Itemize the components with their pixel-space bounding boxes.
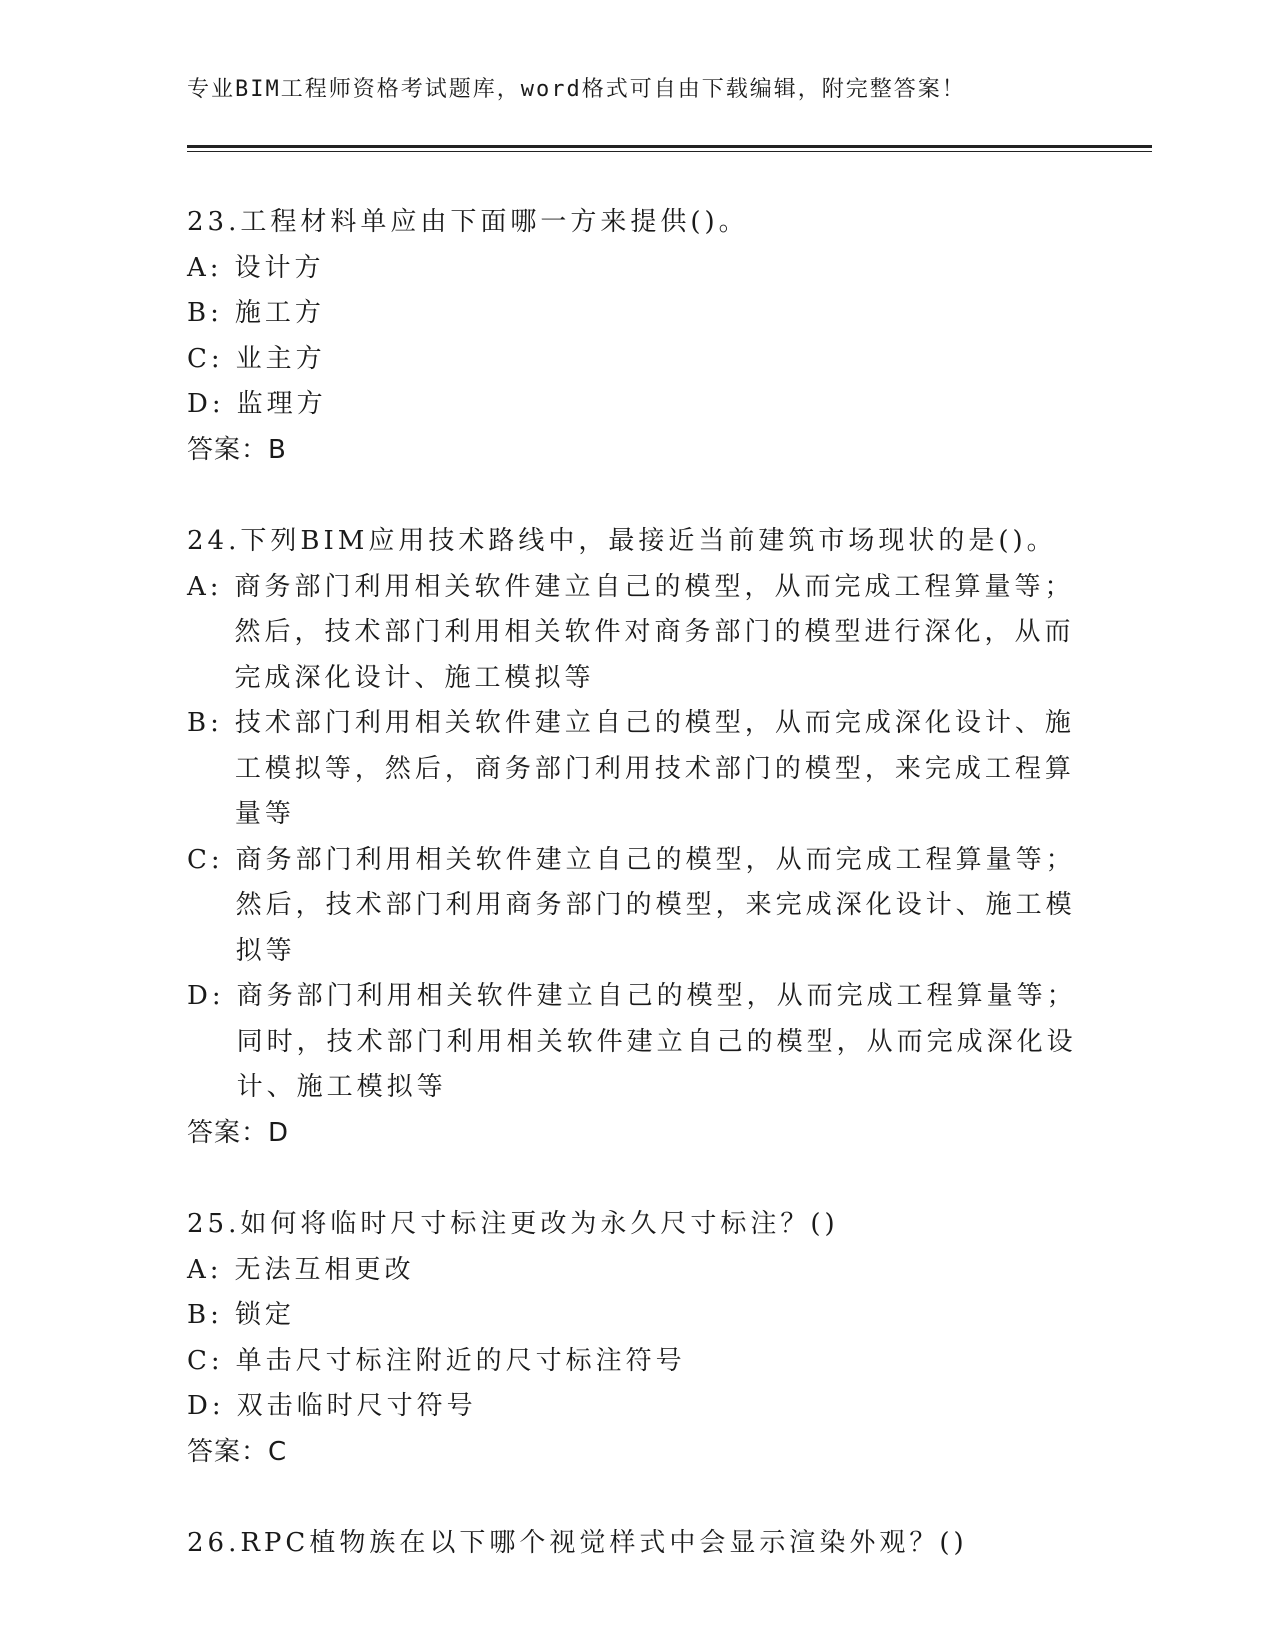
option-letter: B: [187, 1300, 223, 1330]
option-text: 双击临时尺寸符号 [236, 1391, 477, 1421]
option-letter: D: [187, 1391, 225, 1421]
option-b [187, 1293, 1077, 1339]
option-letter: B: [187, 298, 223, 328]
option-text: 施工方 [234, 298, 325, 328]
option-letter: D: [187, 981, 225, 1011]
option-letter: A: [187, 571, 223, 602]
option-letter: B: [187, 708, 223, 738]
option-a [187, 1248, 1077, 1294]
option-text: 无法互相更改 [234, 1254, 415, 1285]
question-24 [187, 519, 1077, 1156]
option-c [187, 337, 1077, 383]
option-letter: A: [187, 1254, 223, 1285]
option-letter: C: [187, 343, 224, 374]
option-d [187, 974, 1077, 1111]
option-c [187, 1339, 1077, 1385]
option-text: 技术部门利用相关软件建立自己的模型，从而完成深化设计、施工模拟等，然后，商务部门利用技术部门的模型，来完成工程算量等 [234, 708, 1075, 829]
option-letter: A: [187, 252, 223, 283]
option-text: 锁定 [234, 1300, 295, 1330]
answer-line: 答案：B [187, 434, 287, 465]
question-stem: 25.如何将临时尺寸标注更改为永久尺寸标注？() [187, 1209, 839, 1239]
option-letter: C: [187, 1345, 224, 1376]
option-a [187, 246, 1077, 292]
question-25 [187, 1202, 1077, 1475]
option-letter: C: [187, 844, 224, 875]
header-rule-thick [187, 145, 1152, 148]
option-b [187, 291, 1077, 337]
answer-line: 答案：C [187, 1436, 288, 1467]
option-text: 商务部门利用相关软件建立自己的模型，从而完成工程算量等；然后，技术部门利用相关软件对商务部门的模型进行深化，从而完成深化设计、施工模拟等 [234, 571, 1075, 693]
option-text: 单击尺寸标注附近的尺寸标注符号 [235, 1345, 686, 1376]
option-text: 监理方 [236, 389, 327, 419]
question-stem: 26.RPC植物族在以下哪个视觉样式中会显示渲染外观？() [187, 1528, 968, 1558]
option-text: 商务部门利用相关软件建立自己的模型，从而完成工程算量等；同时，技术部门利用相关软件建立自己的模型，从而完成深化设计、施工模拟等 [236, 981, 1077, 1102]
option-a [187, 565, 1077, 702]
option-d [187, 1384, 1077, 1430]
answer-line: 答案：D [187, 1117, 290, 1148]
question-stem: 24.下列BIM应用技术路线中，最接近当前建筑市场现状的是()。 [187, 526, 1057, 556]
question-stem: 23.工程材料单应由下面哪一方来提供()。 [187, 207, 749, 237]
question-23 [187, 200, 1077, 473]
header-rule-thin [187, 151, 1152, 152]
question-list [187, 200, 1077, 1613]
option-d [187, 382, 1077, 428]
question-26 [187, 1521, 1077, 1567]
option-text: 设计方 [234, 252, 325, 283]
page-header: 专业BIM工程师资格考试题库，word格式可自由下载编辑，附完整答案！ [187, 77, 966, 102]
option-letter: D: [187, 389, 225, 419]
option-text: 业主方 [235, 343, 326, 374]
option-text: 商务部门利用相关软件建立自己的模型，从而完成工程算量等；然后，技术部门利用商务部门的模型，来完成深化设计、施工模拟等 [235, 844, 1076, 966]
option-b [187, 701, 1077, 838]
option-c [187, 838, 1077, 975]
